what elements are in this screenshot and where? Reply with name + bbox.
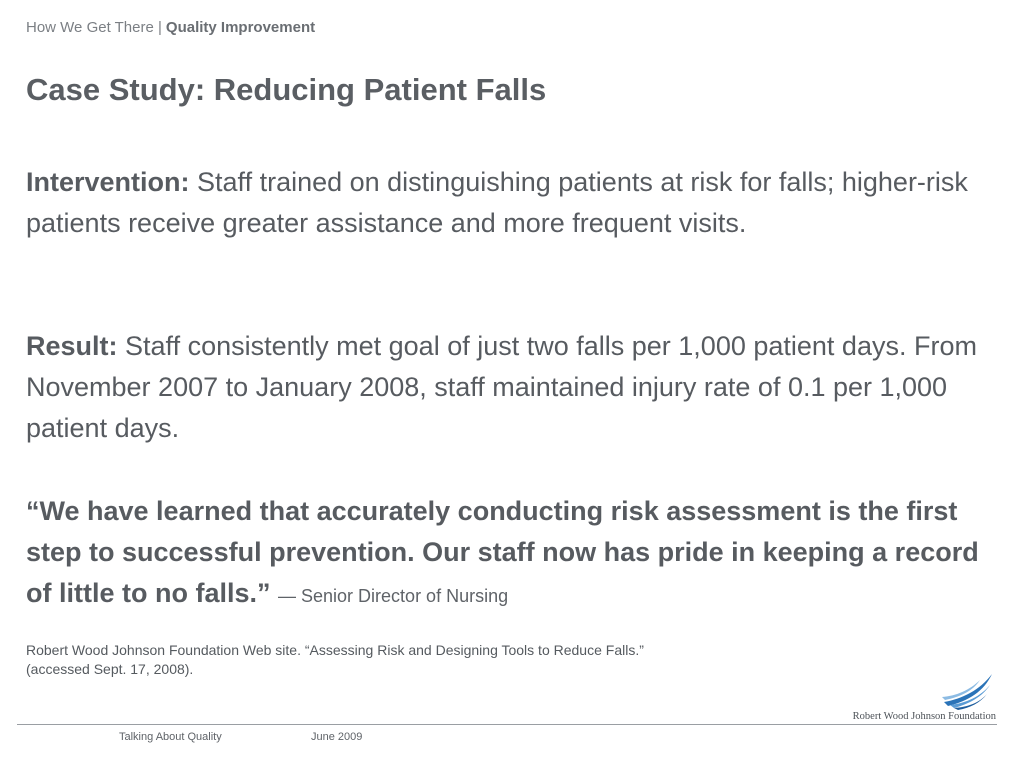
footer-title: Talking About Quality (119, 731, 222, 743)
breadcrumb-section: How We Get There | (26, 19, 162, 36)
source-citation (26, 641, 826, 679)
intervention-paragraph (26, 162, 986, 244)
rwjf-flight-logo-icon (940, 672, 996, 710)
slide-title: Case Study: Reducing Patient Falls (26, 72, 547, 107)
citation-line-2: (accessed Sept. 17, 2008). (26, 661, 194, 677)
breadcrumb-current: Quality Improvement (165, 19, 316, 36)
citation-line-1: Robert Wood Johnson Foundation Web site. “Assessing Risk and Designing Tools to Reduce Falls.” (26, 642, 644, 658)
footer-divider (17, 724, 997, 725)
result-paragraph (26, 326, 986, 449)
intervention-text: Staff trained on distinguishing patients at risk for falls; higher-risk patients receive greater assistance and more frequent visits. (26, 167, 968, 238)
footer-date: June 2009 (311, 731, 363, 743)
breadcrumb (26, 19, 315, 36)
intervention-label: Intervention: (26, 167, 190, 197)
testimonial-quote (26, 491, 986, 617)
logo-text: Robert Wood Johnson Foundation (852, 711, 996, 722)
quote-attribution: — Senior Director of Nursing (278, 586, 509, 606)
result-text: Staff consistently met goal of just two falls per 1,000 patient days. From November 2007 to January 2008, staff maintained injury rate of 0.1 per 1,000 patient days. (26, 331, 977, 443)
result-label: Result: (26, 331, 118, 361)
quote-text: “We have learned that accurately conducting risk assessment is the first step to successful prevention. Our staff now has pride in keeping a record of little to no falls.” (26, 496, 979, 608)
rwjf-logo (846, 672, 1002, 724)
